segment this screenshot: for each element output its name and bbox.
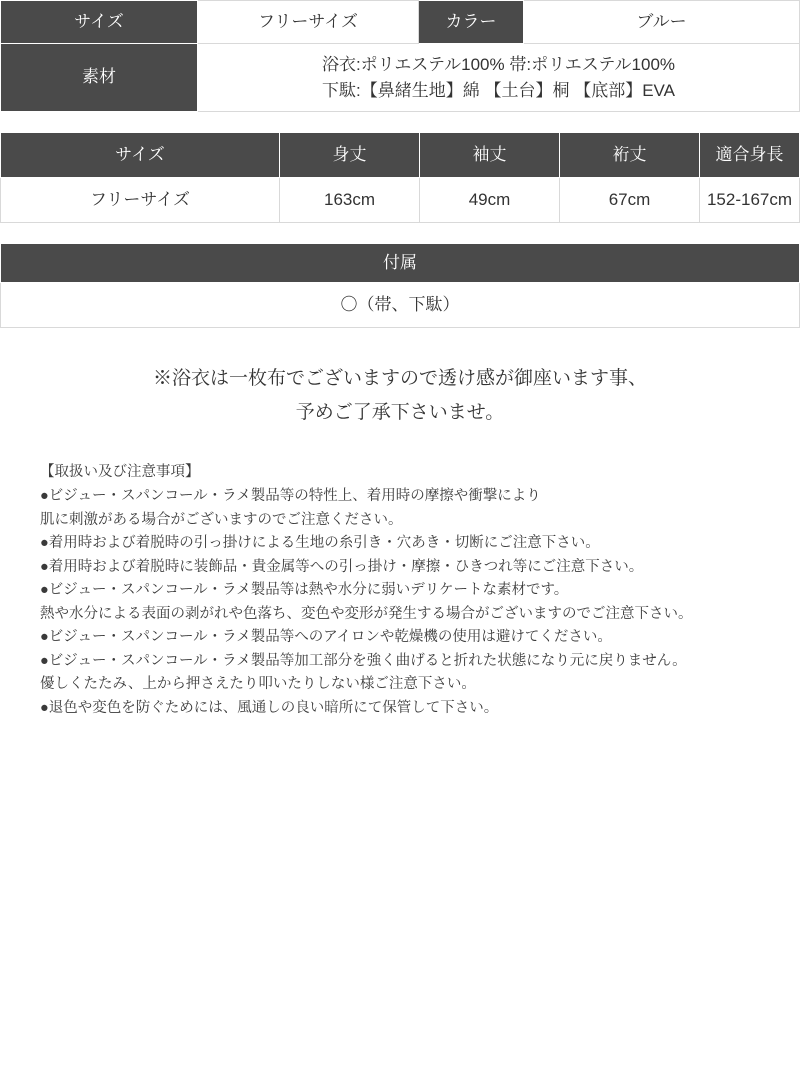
spec-size-label: サイズ xyxy=(1,1,198,44)
measure-cell-yuki: 67cm xyxy=(560,178,700,223)
caution-line: ●着用時および着脱時に装飾品・貴金属等への引っ掛け・摩擦・ひきつれ等にご注意下さい。 xyxy=(40,558,644,575)
spec-size-value: フリーサイズ xyxy=(198,1,419,44)
transparency-notice xyxy=(0,328,800,435)
spec-material-label: 素材 xyxy=(1,44,198,112)
notice-line-1: ※浴衣は一枚布でございますので透け感が御座います事、 xyxy=(152,368,647,390)
spec-color-value: ブルー xyxy=(524,1,800,44)
measurement-table xyxy=(0,132,800,223)
accessory-table xyxy=(0,243,800,328)
caution-line: ●ビジュー・スパンコール・ラメ製品等加工部分を強く曲げると折れた状態になり元に戻りません。 xyxy=(40,652,687,669)
spec-material-value xyxy=(198,44,800,112)
accessory-header: 付属 xyxy=(1,244,800,283)
caution-line: 肌に刺激がある場合がございますのでご注意ください。 xyxy=(40,511,403,528)
table-row xyxy=(1,178,800,223)
measure-cell-size: フリーサイズ xyxy=(1,178,280,223)
divider-space-1 xyxy=(0,112,800,132)
measure-header-height: 適合身長 xyxy=(700,133,800,178)
spec-color-label: カラー xyxy=(419,1,524,44)
caution-line: ●着用時および着脱時の引っ掛けによる生地の糸引き・穴あき・切断にご注意下さい。 xyxy=(40,535,600,552)
caution-line: ●ビジュー・スパンコール・ラメ製品等へのアイロンや乾燥機の使用は避けてください。 xyxy=(40,629,612,646)
measure-header-size: サイズ xyxy=(1,133,280,178)
measure-header-yuki: 裄丈 xyxy=(560,133,700,178)
table-row xyxy=(1,283,800,328)
caution-line: ●ビジュー・スパンコール・ラメ製品等の特性上、着用時の摩擦や衝撃により xyxy=(40,488,541,505)
material-line-1: 浴衣:ポリエステル100% 帯:ポリエステル100% xyxy=(321,55,676,74)
divider-space-2 xyxy=(0,223,800,243)
caution-line: ●ビジュー・スパンコール・ラメ製品等は熱や水分に弱いデリケートな素材です。 xyxy=(40,582,569,599)
notice-line-2: 予めご了承下さいませ。 xyxy=(295,401,505,423)
accessory-value: 〇（帯、下駄） xyxy=(1,283,800,328)
caution-line: 熱や水分による表面の剥がれや色落ち、変色や変形が発生する場合がございますのでご注意下さい。 xyxy=(40,605,693,622)
table-header-row xyxy=(1,133,800,178)
caution-title: 【取扱い及び注意事項】 xyxy=(40,463,200,480)
caution-line: ●退色や変色を防ぐためには、風通しの良い暗所にて保管して下さい。 xyxy=(40,699,499,716)
measure-cell-length: 163cm xyxy=(280,178,420,223)
table-header-row xyxy=(1,244,800,283)
measure-cell-sleeve: 49cm xyxy=(420,178,560,223)
caution-line: 優しくたたみ、上から押さえたり叩いたりしない様ご注意下さい。 xyxy=(40,676,476,693)
caution-block xyxy=(0,435,800,720)
table-row xyxy=(1,44,800,112)
measure-header-sleeve: 袖丈 xyxy=(420,133,560,178)
material-line-2: 下駄:【鼻緒生地】綿 【土台】桐 【底部】EVA xyxy=(322,80,675,100)
table-row xyxy=(1,1,800,44)
measure-header-length: 身丈 xyxy=(280,133,420,178)
measure-cell-height: 152-167cm xyxy=(700,178,800,223)
spec-table xyxy=(0,0,800,112)
